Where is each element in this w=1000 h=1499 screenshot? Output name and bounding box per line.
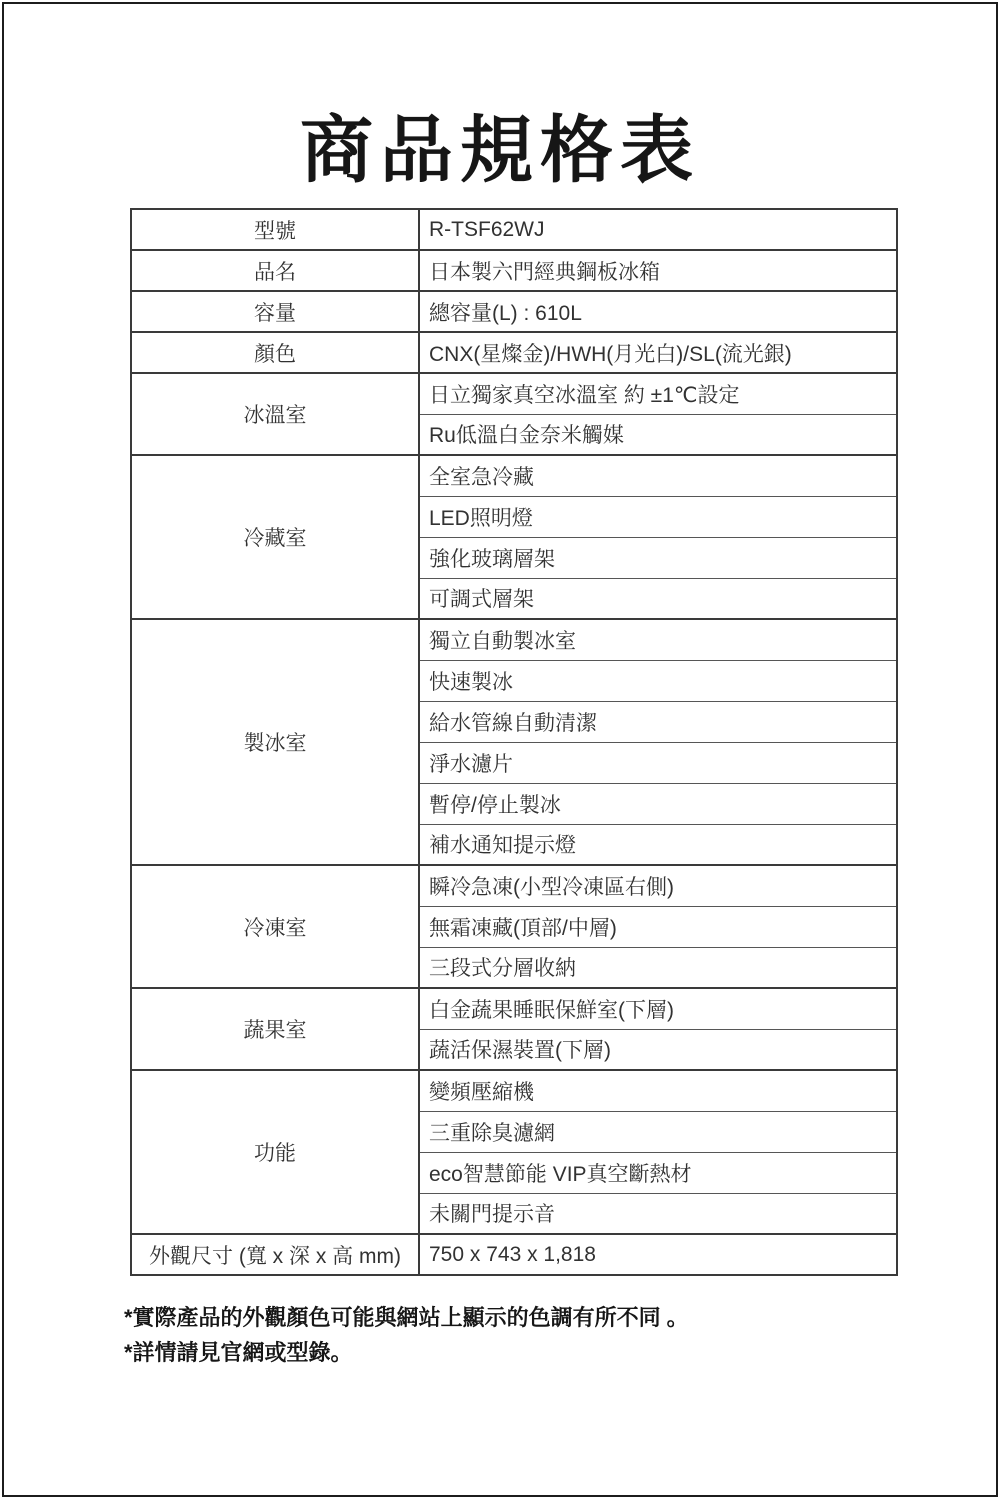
spec-value-cell: 暫停/停止製冰 xyxy=(419,783,897,824)
footnote-catalog-reference: *詳情請見官網或型錄。 xyxy=(124,1340,353,1365)
spec-value-cell: 強化玻璃層架 xyxy=(419,537,897,578)
spec-row xyxy=(131,1234,897,1275)
spec-table xyxy=(130,208,898,1276)
spec-value-cell: 全室急冷藏 xyxy=(419,455,897,496)
page-title: 商品規格表 xyxy=(300,110,700,191)
spec-value-cell: 三重除臭濾網 xyxy=(419,1111,897,1152)
spec-row xyxy=(131,865,897,906)
spec-row xyxy=(131,209,897,250)
spec-value-cell: 未關門提示音 xyxy=(419,1193,897,1234)
spec-value-cell: 快速製冰 xyxy=(419,660,897,701)
spec-row xyxy=(131,619,897,660)
spec-value-cell: 可調式層架 xyxy=(419,578,897,619)
spec-category-cell: 功能 xyxy=(131,1070,419,1234)
spec-value-cell: CNX(星燦金)/HWH(月光白)/SL(流光銀) xyxy=(419,332,897,373)
spec-row xyxy=(131,1070,897,1111)
spec-value-cell: 無霜凍藏(頂部/中層) xyxy=(419,906,897,947)
spec-value-cell: 淨水濾片 xyxy=(419,742,897,783)
spec-value-cell: LED照明燈 xyxy=(419,496,897,537)
spec-row xyxy=(131,455,897,496)
spec-value-cell: 獨立自動製冰室 xyxy=(419,619,897,660)
spec-category-cell: 顏色 xyxy=(131,332,419,373)
spec-value-cell: 變頻壓縮機 xyxy=(419,1070,897,1111)
spec-value-cell: 三段式分層收納 xyxy=(419,947,897,988)
spec-value-cell: 白金蔬果睡眠保鮮室(下層) xyxy=(419,988,897,1029)
spec-row xyxy=(131,291,897,332)
spec-value-cell: R-TSF62WJ xyxy=(419,209,897,250)
spec-value-cell: 750 x 743 x 1,818 xyxy=(419,1234,897,1275)
spec-row xyxy=(131,250,897,291)
spec-table-body xyxy=(131,209,897,1275)
spec-category-cell: 外觀尺寸 (寬 x 深 x 高 mm) xyxy=(131,1234,419,1275)
spec-category-cell: 冷凍室 xyxy=(131,865,419,988)
spec-category-cell: 冷藏室 xyxy=(131,455,419,619)
spec-row xyxy=(131,373,897,414)
spec-value-cell: 總容量(L) : 610L xyxy=(419,291,897,332)
spec-row xyxy=(131,988,897,1029)
spec-value-cell: Ru低溫白金奈米觸媒 xyxy=(419,414,897,455)
spec-value-cell: 給水管線自動清潔 xyxy=(419,701,897,742)
spec-category-cell: 品名 xyxy=(131,250,419,291)
spec-category-cell: 容量 xyxy=(131,291,419,332)
spec-row xyxy=(131,332,897,373)
spec-value-cell: 補水通知提示燈 xyxy=(419,824,897,865)
spec-category-cell: 型號 xyxy=(131,209,419,250)
footnotes xyxy=(124,1306,940,1376)
spec-value-cell: 日本製六門經典鋼板冰箱 xyxy=(419,250,897,291)
footnote-color-disclaimer: *實際產品的外觀顏色可能與網站上顯示的色調有所不同 。 xyxy=(124,1305,689,1330)
spec-value-cell: 瞬冷急凍(小型冷凍區右側) xyxy=(419,865,897,906)
spec-category-cell: 冰溫室 xyxy=(131,373,419,455)
spec-value-cell: 蔬活保濕裝置(下層) xyxy=(419,1029,897,1070)
spec-category-cell: 蔬果室 xyxy=(131,988,419,1070)
spec-category-cell: 製冰室 xyxy=(131,619,419,865)
spec-value-cell: 日立獨家真空冰溫室 約 ±1℃設定 xyxy=(419,373,897,414)
spec-value-cell: eco智慧節能 VIP真空斷熱材 xyxy=(419,1152,897,1193)
